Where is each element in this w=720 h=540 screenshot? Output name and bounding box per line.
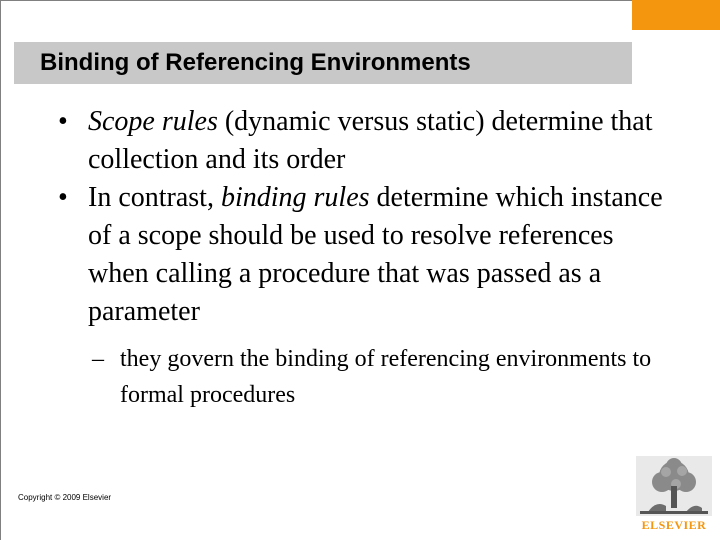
elsevier-wordmark: ELSEVIER [641,518,707,532]
bullet-text: (dynamic versus static) determine that collection and its order [88,106,653,175]
bullet-marker: • [58,106,68,137]
frame-left-line [0,0,1,540]
bullet-item [56,179,666,331]
bullet-text: In contrast, [88,182,221,213]
bullet-marker: • [58,182,68,213]
bullet-list [56,103,666,331]
sub-bullet-marker: – [92,346,104,372]
frame-top-line [0,0,632,1]
slide-title: Binding of Referencing Environments [40,49,471,76]
bullet-text: determine which instance of a scope should be used to resolve references when calling a procedure that was passed as a parameter [88,182,663,327]
bullet-item [56,103,666,179]
accent-corner-block [632,0,720,30]
sub-bullet-item [92,341,652,413]
bullet-italic-text: binding rules [220,182,370,213]
sub-bullet-text: they govern the binding of referencing environments to formal procedures [120,346,652,408]
copyright-notice: Copyright © 2009 Elsevier [18,493,112,502]
sub-bullet-list [92,341,652,413]
bullet-italic-text: Scope rules [88,106,218,137]
